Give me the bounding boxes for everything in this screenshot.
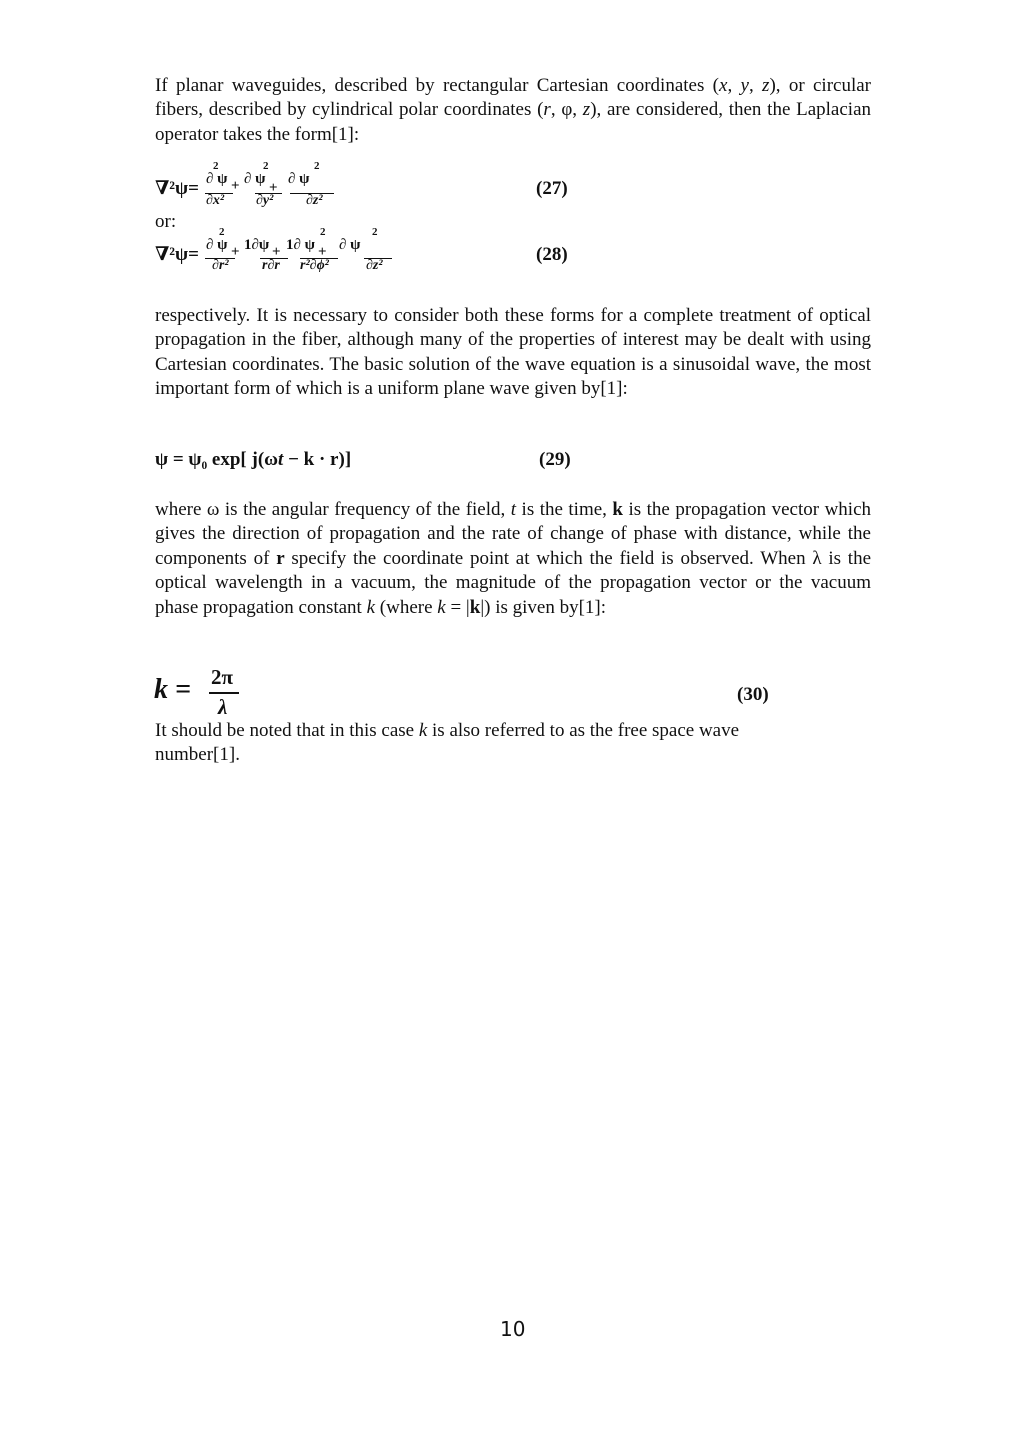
text: z	[762, 75, 770, 96]
eq-den: ∂z²	[366, 258, 383, 273]
eq-plus: +	[231, 244, 240, 260]
eq-den: r∂r	[262, 258, 280, 273]
eq-plus: +	[318, 244, 327, 260]
eq-num: ∂ ψ	[206, 171, 228, 187]
text: k	[418, 720, 428, 741]
fraction-bar	[209, 692, 239, 694]
equation-number: (27)	[536, 178, 568, 199]
eq-plus: +	[231, 178, 240, 194]
intro-paragraph	[155, 74, 871, 147]
text: r	[543, 99, 551, 121]
text: It should be noted that in this case	[155, 720, 419, 741]
eq-lhs: k =	[154, 674, 191, 705]
text: (where	[375, 596, 438, 618]
text: |) is given by[1]:	[480, 596, 607, 618]
eq-den: ∂r²	[212, 258, 229, 273]
eq-sup: 2	[219, 226, 225, 238]
paragraph-3	[155, 498, 871, 620]
text: r	[276, 547, 285, 569]
text: k	[469, 596, 481, 618]
text: k	[366, 596, 376, 618]
eq-den: ∂y²	[256, 193, 274, 208]
equation-number: (30)	[737, 684, 769, 705]
page-number: 10	[500, 1317, 526, 1341]
eq-lhs: ∇²ψ=	[155, 244, 199, 265]
eq-var: t	[278, 449, 284, 470]
text: is the time,	[516, 499, 613, 520]
eq-num: ∂ ψ	[244, 171, 266, 187]
text: y	[740, 75, 749, 96]
equation-number: (29)	[539, 449, 571, 470]
eq-text: ψ = ψ₀ exp[ j(ω	[155, 449, 279, 470]
eq-num: ∂ ψ	[339, 237, 361, 253]
eq-plus: +	[269, 180, 278, 196]
text: ), or circular fibers, described by cylindrical polar coordinates (	[155, 75, 872, 121]
text: ,	[727, 75, 741, 96]
eq-plus: +	[272, 244, 281, 260]
text: k	[612, 499, 623, 520]
text: , φ,	[550, 99, 583, 121]
text: ), are considered, then the Laplacian operator takes the form[1]:	[155, 99, 872, 145]
eq-num: 1∂ ψ	[286, 237, 315, 253]
eq-den: ∂z²	[306, 193, 323, 208]
text: ,	[748, 75, 763, 96]
eq-den: r²∂ϕ²	[300, 258, 329, 273]
text: t	[510, 499, 517, 520]
text: z	[582, 99, 591, 121]
eq-sup: 2	[263, 160, 269, 172]
eq-num: 1∂ψ	[244, 237, 270, 253]
eq-num: 2π	[211, 665, 234, 689]
text: specify the coordinate point at which the field is observed. When λ is the optical wavelength in a vacuum, the magnitude of the propagation vector or the vacuum phase propagation constant	[155, 547, 871, 618]
eq-lhs: ∇²ψ=	[155, 178, 199, 199]
eq-sup: 2	[213, 160, 219, 172]
text: = |	[445, 596, 470, 618]
paragraph-2: respectively. It is necessary to consider both these forms for a complete treatment of optical propagation in the fiber, although many of the properties of interest may be dealt with using Cartesian coordinates. The basic solution of the wave equation is a sinusoidal wave, the most important form of which is a uniform plane wave given by[1]:	[155, 305, 871, 400]
text: is the propagation vector which gives the direction of propagation and the rate of change of phase with distance, while the components of	[155, 499, 871, 569]
eq-den: ∂x²	[206, 193, 225, 208]
paragraph-4	[155, 719, 795, 768]
text: x	[719, 75, 728, 96]
eq-text: − k · r)]	[283, 449, 352, 470]
eq-num: ∂ ψ	[206, 237, 228, 253]
eq-num: ∂ ψ	[288, 171, 310, 187]
text: If planar waveguides, described by rectangular Cartesian coordinates (	[155, 75, 720, 96]
equation-number: (28)	[536, 244, 568, 265]
or-label: or:	[155, 211, 177, 232]
eq-sup: 2	[320, 226, 326, 238]
eq-sup: 2	[372, 226, 378, 238]
eq-den: λ	[218, 695, 228, 719]
text: where ω is the angular frequency of the field,	[155, 499, 511, 520]
text: is also referred to as the free space wave number[1].	[155, 720, 740, 766]
text: k	[437, 596, 446, 618]
eq-sup: 2	[314, 160, 320, 172]
